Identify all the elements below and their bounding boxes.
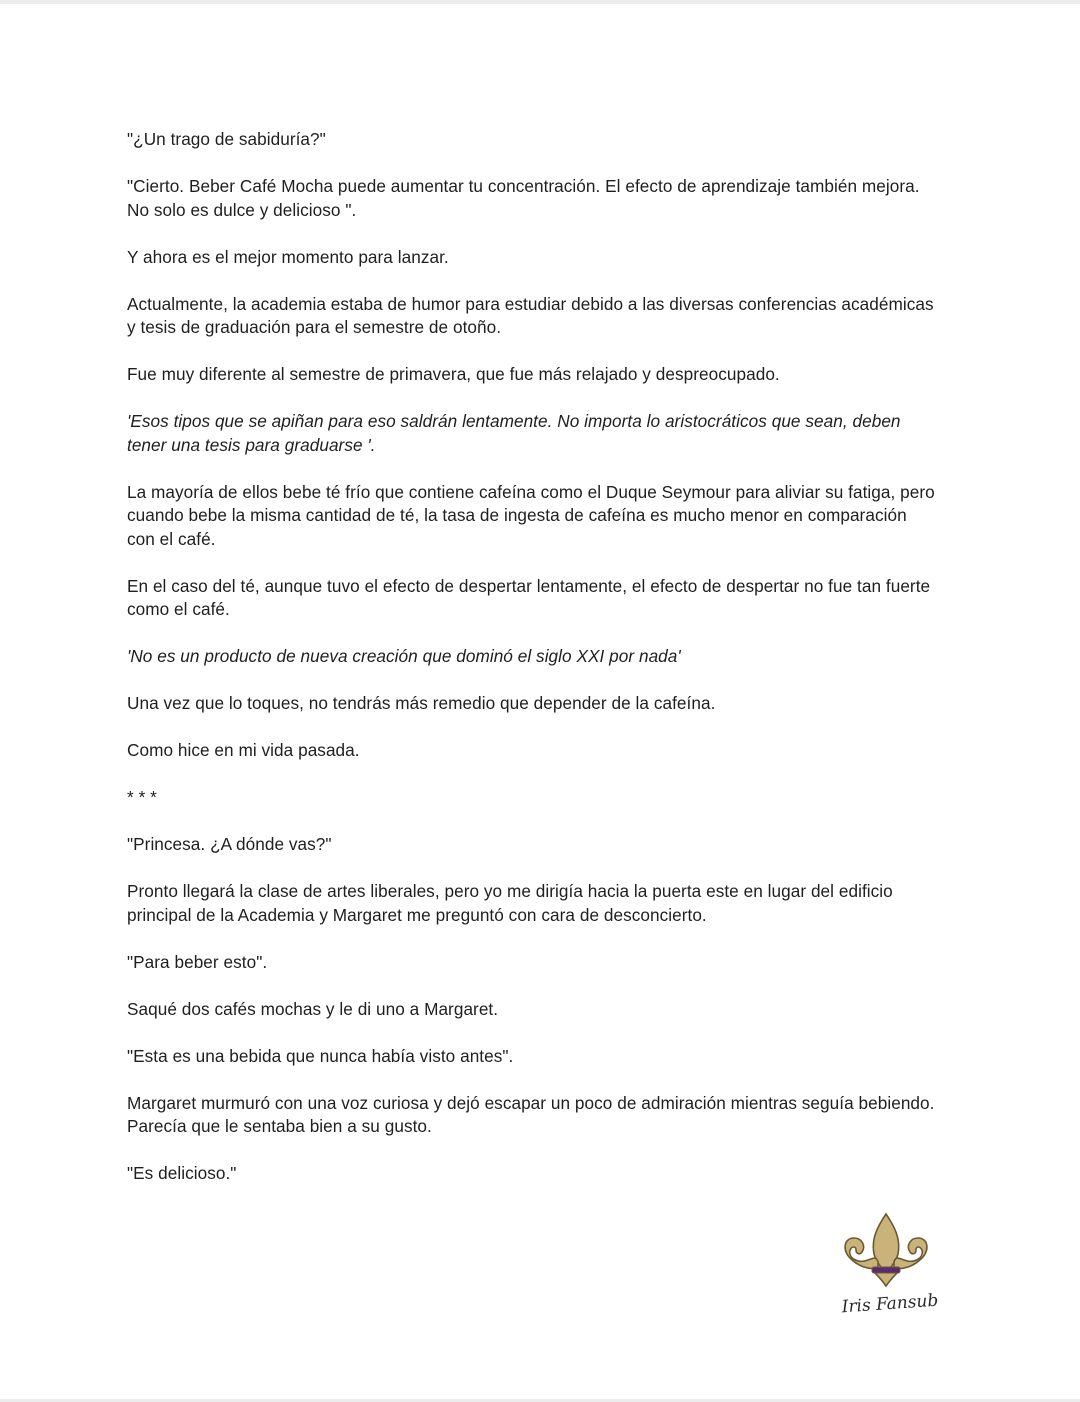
scene-break: * * *	[127, 787, 157, 807]
paragraph: La mayoría de ellos bebe té frío que contiene cafeína como el Duque Seymour para aliviar su fatiga, pero cuando bebe la misma cantidad de té, la tasa de ingesta de cafeína es mucho menor en comparación con el café.	[127, 481, 935, 549]
document-body	[127, 128, 962, 1209]
italic-paragraph: 'No es un producto de nueva creación que dominó el siglo XXI por nada'	[127, 646, 681, 666]
paragraph: "Esta es una bebida que nunca había visto antes".	[127, 1045, 514, 1066]
paragraph: Y ahora es el mejor momento para lanzar.	[127, 246, 449, 267]
paragraph: "Princesa. ¿A dónde vas?"	[127, 834, 332, 854]
paragraph: En el caso del té, aunque tuvo el efecto de despertar lentamente, el efecto de despertar no fue tan fuerte como el café.	[127, 575, 931, 619]
paragraph: Actualmente, la academia estaba de humor para estudiar debido a las diversas conferencias académicas y tesis de graduación para el semestre de otoño.	[127, 293, 934, 337]
paragraph: Margaret murmuró con una voz curiosa y dejó escapar un poco de admiración mientras seguía bebiendo. Parecía que le sentaba bien a su gusto.	[127, 1092, 935, 1136]
paragraph: Una vez que lo toques, no tendrás más remedio que depender de la cafeína.	[127, 693, 716, 713]
paragraph: "¿Un trago de sabiduría?"	[127, 129, 326, 149]
paragraph: Como hice en mi vida pasada.	[127, 740, 360, 760]
paragraph: Saqué dos cafés mochas y le di uno a Margaret.	[127, 998, 499, 1019]
italic-paragraph: 'Esos tipos que se apiñan para eso saldrán lentamente. No importa lo aristocráticos que sean, deben tener una tesis para graduarse '.	[127, 411, 901, 455]
paragraph: "Cierto. Beber Café Mocha puede aumentar tu concentración. El efecto de aprendizaje también mejora. No solo es dulce y delicioso ".	[127, 176, 920, 220]
watermark-logo	[838, 1210, 948, 1325]
paragraph: Pronto llegará la clase de artes liberales, pero yo me dirigía hacia la puerta este en lugar del edificio principal de la Academia y Margaret me preguntó con cara de desconcierto.	[127, 881, 893, 925]
watermark-text: Iris Fansub	[841, 1290, 939, 1318]
top-border	[0, 0, 1080, 4]
paragraph: Fue muy diferente al semestre de primavera, que fue más relajado y despreocupado.	[127, 364, 780, 384]
paragraph: "Para beber esto".	[127, 951, 268, 972]
fleur-de-lis-icon	[838, 1210, 934, 1288]
paragraph: "Es delicioso."	[127, 1163, 237, 1183]
